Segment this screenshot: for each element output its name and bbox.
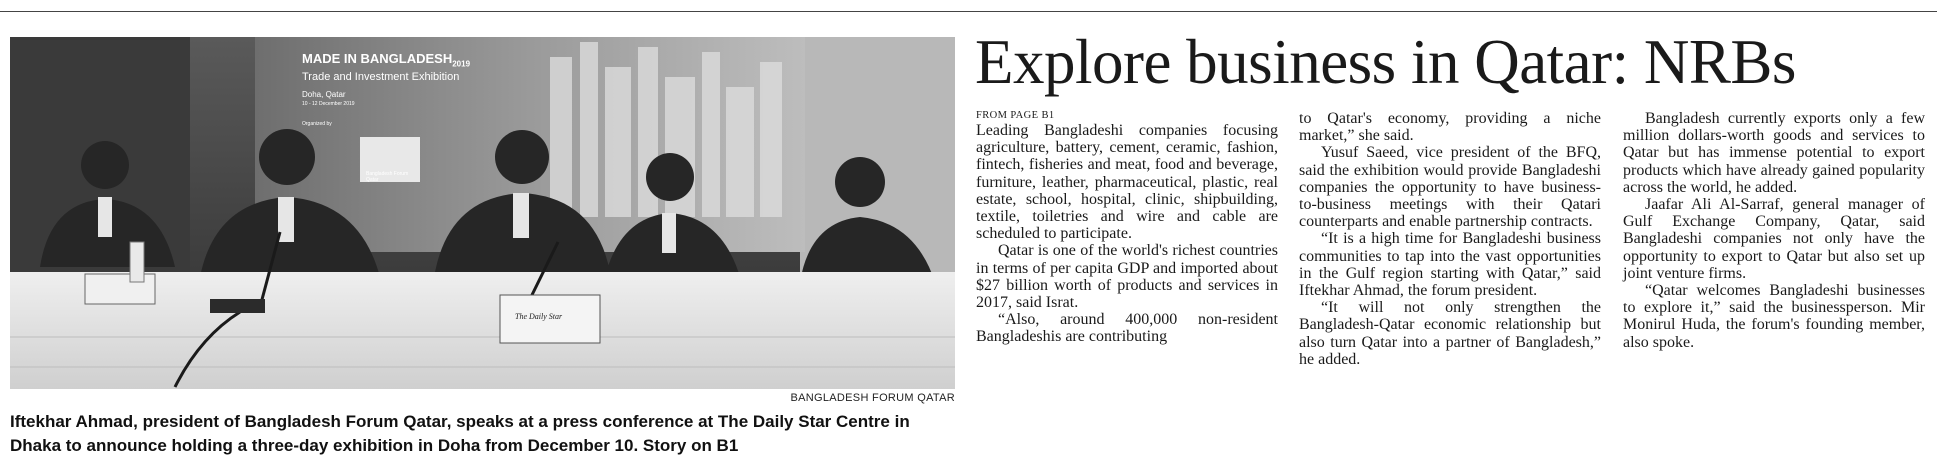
press-conference-photo <box>10 37 955 389</box>
banner-org: Bangladesh Forum Qatar <box>366 171 409 183</box>
table-placard: The Daily Star <box>515 312 563 321</box>
paragraph: Bangladesh currently exports only a few million dollars-worth goods and services to Qatar but has immense potential to export products which have already gained popularity across the world, he added. <box>1623 110 1925 196</box>
article-column-1 <box>976 110 1278 346</box>
paragraph: “It will not only strengthen the Bangladesh-Qatar economic relationship but also turn Qatar into a partner of Bangladesh,” he added. <box>1299 299 1601 368</box>
article-body <box>976 110 1929 468</box>
paragraph: “Qatar welcomes Bangladeshi businesses to explore it,” said the businessperson. Mir Monirul Huda, the forum's founding member, also spoke. <box>1623 282 1925 351</box>
headline: Explore business in Qatar: NRBs <box>975 27 1796 97</box>
top-rule <box>0 11 1937 12</box>
dateline: FROM PAGE B1 <box>976 110 1055 121</box>
paragraph: Jaafar Ali Al-Sarraf, general manager of Gulf Exchange Company, Qatar, said Bangladeshi companies not only have the opportunity to export to Qatar but also set up joint venture firms. <box>1623 196 1925 282</box>
paragraph: Qatar is one of the world's richest countries in terms of per capita GDP and imported about $27 billion worth of products and services in 2017, said Israt. <box>976 242 1278 312</box>
banner-dates: 10 - 12 December 2019 <box>302 101 355 107</box>
article-column-3 <box>1623 110 1925 351</box>
paragraph: Leading Bangladeshi companies focusing agriculture, battery, cement, ceramic, fashion, fintech, fisheries and meat, food and beverage, furniture, leather, pharmaceutical, plastic, real estate, school, hospital, clinic, shipbuilding, textile, toiletries and wire and cable are scheduled to participate. <box>976 122 1278 243</box>
paragraph: Yusuf Saeed, vice president of the BFQ, said the exhibition would provide Bangladeshi companies the opportunity to have business-to-business meetings with their Qatari counterparts and enable partnership contracts. <box>1299 144 1601 231</box>
banner-place: Doha, Qatar <box>302 90 346 99</box>
photo-credit: BANGLADESH FORUM QATAR <box>790 392 955 404</box>
paragraph: “It is a high time for Bangladeshi business communities to tap into the vast opportunities in the Gulf region starting with Qatar,” said Iftekhar Ahmad, the forum president. <box>1299 230 1601 300</box>
banner-title: MADE IN $BANGLADESH_{2019}$ <box>302 51 471 69</box>
banner-subtitle: Trade and Investment Exhibition <box>302 71 460 83</box>
article-column-2 <box>1299 110 1601 368</box>
paragraph: to Qatar's economy, providing a niche market,” she said. <box>1299 110 1601 145</box>
banner-organized: Organized by <box>302 121 332 127</box>
photo-caption: Iftekhar Ahmad, president of Bangladesh Forum Qatar, speaks at a press conference at The Daily Star Centre in Dhaka to announce holding a three-day exhibition in Doha from December 10. Story on B1 <box>10 412 910 455</box>
paragraph: “Also, around 400,000 non-resident Bangladeshis are contributing <box>976 311 1278 346</box>
